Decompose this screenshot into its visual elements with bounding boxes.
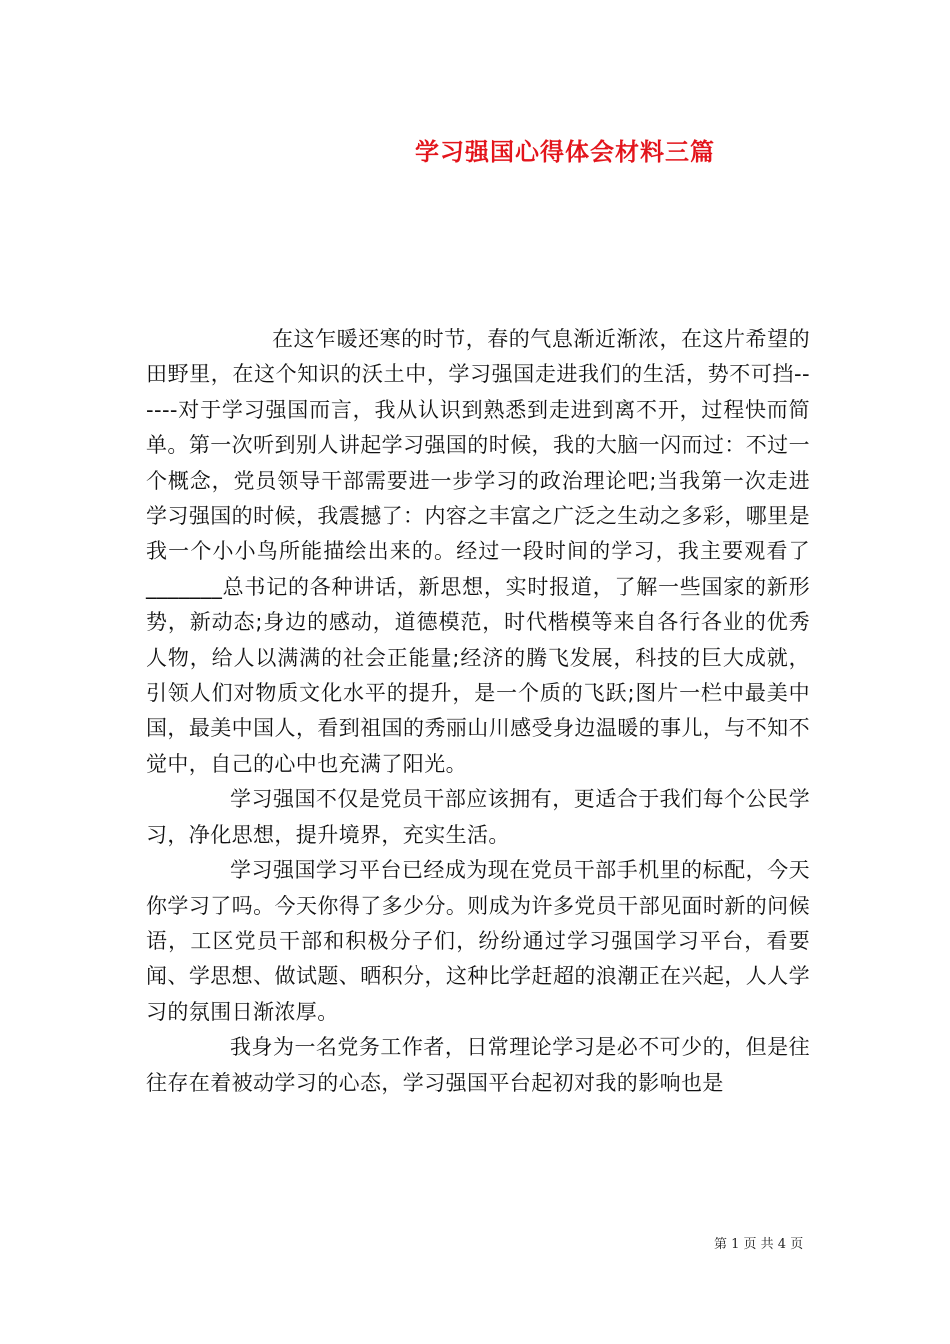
document-title: 学习强国心得体会材料三篇 xyxy=(415,137,715,166)
document-body xyxy=(146,322,810,1101)
paragraph-1: 在这乍暖还寒的时节，春的气息渐近渐浓，在这片希望的田野里，在这个知识的沃土中，学习强国走进我们的生活，势不可挡------对于学习强国而言，我从认识到熟悉到走进到离不开，过程快而简单。第一次听到别人讲起学习强国的时候，我的大脑一闪而过：不过一个概念，党员领导干部需要进一步学习的政治理论吧;当我第一次走进学习强国的时候，我震撼了：内容之丰富之广泛之生动之多彩，哪里是我一个小小鸟所能描绘出来的。经过一段时间的学习，我主要观看了_______总书记的各种讲话，新思想，实时报道，了解一些国家的新形势，新动态;身边的感动，道德模范，时代楷模等来自各行各业的优秀人物，给人以满满的社会正能量;经济的腾飞发展，科技的巨大成就，引领人们对物质文化水平的提升，是一个质的飞跃;图片一栏中最美中国，最美中国人，看到祖国的秀丽山川感受身边温暖的事儿，与不知不觉中，自己的心中也充满了阳光。 xyxy=(146,327,810,776)
paragraph-2: 学习强国不仅是党员干部应该拥有，更适合于我们每个公民学习，净化思想，提升境界，充实生活。 xyxy=(146,787,810,847)
paragraph-4: 我身为一名党务工作者，日常理论学习是必不可少的，但是往往存在着被动学习的心态，学习强国平台起初对我的影响也是 xyxy=(146,1035,810,1095)
paragraph-3: 学习强国学习平台已经成为现在党员干部手机里的标配，今天你学习了吗。今天你得了多少分。则成为许多党员干部见面时新的问候语，工区党员干部和积极分子们，纷纷通过学习强国学习平台，看要闻、学思想、做试题、晒积分，这种比学赶超的浪潮正在兴起，人人学习的氛围日渐浓厚。 xyxy=(146,858,810,1024)
page-number-footer: 第 1 页 共 4 页 xyxy=(714,1237,804,1252)
